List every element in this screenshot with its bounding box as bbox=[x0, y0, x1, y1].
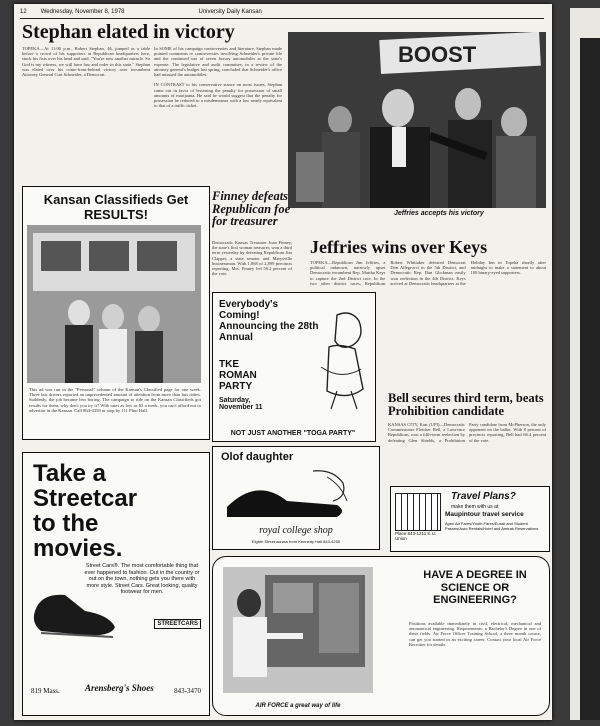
travel-detail: Apex Air Fares/Youth Fares/Eurail and Student Passes/Auto Rentals/Hotel and Amtrak Reservations bbox=[445, 521, 539, 531]
tke-headline: Everybody's Coming! Announcing the 28th Annual bbox=[219, 299, 319, 343]
olof-title: Olof daughter bbox=[221, 451, 294, 463]
bell-headline: Bell secures third term, beats Prohibition candidate bbox=[388, 391, 544, 418]
olof-shop-name: royal college shop bbox=[259, 525, 333, 536]
bell-story: KANSAS CITY, Kan. (UPI)—Democratic Commissioner Fletcher Bell, a Lawrence Republican, won a fifth-term reelection by defeating Glen Shields, a Prohibition Party candidate from McPherson, the only opponent on the ballot. With 8 percent of precincts reporting, Bell had 66.4 percent of the vote. bbox=[388, 422, 546, 443]
streetcar-line2: Streetcar bbox=[33, 485, 138, 512]
finney-story: Democratic Kansas Treasurer Joan Finney, the state's first woman treasurer, won a third term yesterday by defeating Republican Jim Clapper, a state senator and Marysville businessman. With 1,868 of 2,899 precincts reporting, Mrs. Finney led 58.2 percent of the vote. bbox=[212, 240, 292, 277]
streetcar-line4: movies. bbox=[33, 535, 123, 562]
stephan-col2b-text: IN CONTRAST to his conservative stance on most issues, Stephan came out in favor of lessening the penalty for possession of small amounts of marijuana. He said he would suggest that the penalty for possession be reduced to a misdemeanor with a law nearly equivalent to that of a traffic ticket. bbox=[154, 82, 282, 109]
travel-sub: make them with us at bbox=[451, 504, 499, 510]
finney-headline: Finney defeats Republican foe for treasurer bbox=[212, 189, 291, 228]
jeffries-photo-image bbox=[288, 32, 546, 208]
tke-org: TKE ROMAN PARTY bbox=[219, 359, 257, 392]
tke-tagline: NOT JUST ANOTHER "TOGA PARTY" bbox=[230, 430, 356, 437]
streetcar-ad bbox=[22, 452, 210, 716]
olof-daughter-ad bbox=[212, 446, 380, 550]
classifieds-ad bbox=[22, 186, 210, 440]
clog-shoe-illustration bbox=[217, 467, 375, 523]
toga-illustration bbox=[307, 307, 371, 411]
tke-date: Saturday, November 11 bbox=[219, 397, 263, 411]
page-number: 12 bbox=[20, 9, 27, 15]
stephan-headline: Stephan elated in victory bbox=[22, 21, 235, 43]
tke-party-ad bbox=[212, 292, 376, 442]
technician-image bbox=[223, 567, 373, 693]
streetcar-headline bbox=[33, 461, 137, 561]
streetcar-brand: STREETCARS bbox=[154, 619, 201, 629]
travel-building-illustration bbox=[395, 493, 441, 531]
streetcar-line1: Take a bbox=[33, 460, 106, 487]
page-date: Wednesday, November 8, 1978 bbox=[40, 9, 125, 15]
jeffries-story: TOPEKA—Republican Jim Jeffries, a political unknown, narrowly upset Democratic incumbent Rep. Martha Keys to capture the 2nd District race. In the two other district races, Republican Robert Whittaker defeated Democrat Don Allegrucci in the 5th District, and Democratic Rep. Dan Glickman easily won reelection in the 4th District. Keys arrived at Democratic headquarters at the Holiday Inn in Topeka shortly after midnight to make a statement to about 100 binary-eyed supporters. bbox=[310, 260, 546, 286]
jeffries-headline: Jeffries wins over Keys bbox=[310, 237, 488, 257]
travel-name: Maupintour travel service bbox=[445, 511, 524, 518]
travel-title: Travel Plans? bbox=[451, 491, 516, 502]
streetcar-shoe-illustration bbox=[29, 581, 121, 651]
stephan-story-col1: TOPEKA—At 11:00 p.m., Robert Stephan, 46, jumped as a table before a crowd of his supporters at Republican headquarters here, stuck his fists over his head and said, "You're now another miracle. So God is my witness, we will have law and order in this state." Stephan was elated over his come-from-behind victory over incumbent Attorney General Curt Schneider, a Democrat. bbox=[22, 46, 150, 78]
streetcar-body: Street Cars®. The most comfortable thing that ever happened to fashion. Out in the country or out on the town, nothing gets you there with more style. Street Cars. Great looking, quality footwear for men. bbox=[84, 563, 200, 595]
air-force-body: Positions available immediately in civil, electrical, mechanical and aeronautical engineering. Requirements: a Bachelor's Degree in one of these fields. Air Force Officer Training School, a three month course, can get you started in an exciting career. Contact your local Air Force Recruiter for details. bbox=[409, 621, 541, 647]
air-force-photo bbox=[223, 567, 373, 693]
newspaper-page bbox=[14, 4, 552, 720]
air-force-logo: AIR FORCE a great way of life bbox=[255, 703, 341, 709]
streetcar-address: 819 Mass. bbox=[31, 687, 60, 695]
travel-location: Place 843-1211 K.U. Union bbox=[395, 531, 437, 541]
air-force-headline: HAVE A DEGREE IN SCIENCE OR ENGINEERING? bbox=[423, 569, 527, 606]
air-force-ad bbox=[212, 556, 550, 716]
classifieds-body: This ad was run in the "Personal" column of the Kansan's Classified page for one week. Three bus drivers reported an unprecedented amount of attention from more than bus riders. Suddenly, the job became less boring. The campaign to ride on the Kansan Classifieds got results for them, why don't you try it? With rates as low as $3 a week, you can't afford not to advertise in the Kansan. Call 864-4358 or stop by 111 Flint Hall. bbox=[29, 387, 201, 413]
olof-address: Eighth Street across from Kennedy Hall 843-4255 bbox=[251, 539, 341, 544]
bus-drivers-photo bbox=[27, 225, 201, 383]
bus-drivers-image bbox=[27, 225, 201, 383]
paper-name: University Daily Kansan bbox=[198, 9, 262, 15]
streetcar-phone: 843-3470 bbox=[174, 687, 201, 695]
streetcar-store: Arensberg's Shoes bbox=[85, 683, 154, 693]
streetcar-line3: to the bbox=[33, 510, 99, 537]
classifieds-title: Kansan Classifieds Get bbox=[43, 192, 189, 207]
page-header bbox=[20, 6, 544, 19]
maupintour-ad bbox=[390, 486, 550, 552]
svg-text:BOOST: BOOST bbox=[398, 42, 477, 67]
jeffries-photo-caption: Jeffries accepts his victory bbox=[394, 210, 484, 217]
stephan-story-col2 bbox=[154, 46, 282, 180]
classifieds-results: RESULTS! bbox=[83, 207, 149, 222]
jeffries-photo bbox=[288, 32, 546, 208]
stephan-col2-text: In SOME of his campaign controversies and literature, Stephan made pointed comments to controversies involving Schneider's private life and the continued use of seven luxury automobiles at the state's expense. The legislative and audit committee, in a review of the attorney general's budget last spring, concluded that Schneider's office had misused the automobiles. bbox=[154, 46, 282, 78]
adjacent-page-edge bbox=[570, 8, 600, 720]
